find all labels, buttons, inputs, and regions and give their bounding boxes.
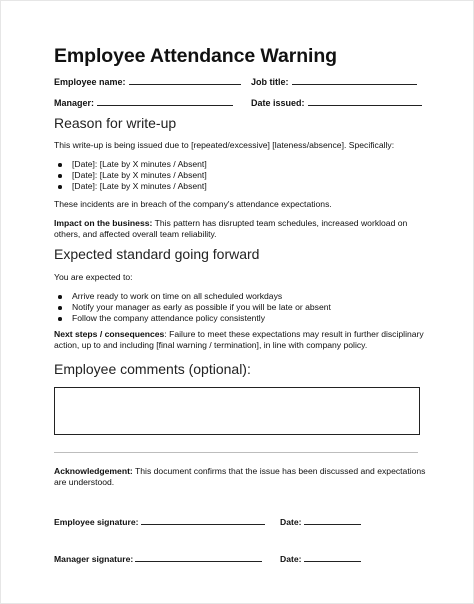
impact-paragraph: [54, 218, 426, 240]
employee-comments-box[interactable]: [54, 387, 420, 435]
acknowledgement-text: This document confirms that the issue has been discussed and expectations are understood.: [54, 466, 426, 487]
impact-label: Impact on the business:: [54, 218, 153, 228]
employee-date-label: Date:: [280, 517, 302, 527]
breach-statement: These incidents are in breach of the company's attendance expectations.: [54, 199, 332, 209]
manager-signature-label: Manager signature:: [54, 554, 134, 564]
date-issued-line[interactable]: [308, 96, 422, 106]
employee-name-field[interactable]: [54, 75, 241, 87]
job-title-field[interactable]: [251, 75, 417, 87]
manager-signature-field[interactable]: [54, 552, 262, 564]
reason-heading: Reason for write-up: [54, 115, 177, 131]
employee-date-field[interactable]: [280, 515, 361, 527]
manager-field[interactable]: [54, 96, 233, 108]
expected-heading: Expected standard going forward: [54, 246, 260, 262]
manager-signature-line[interactable]: [135, 552, 262, 562]
expectation-item: Notify your manager as early as possible if you will be late or absent: [56, 302, 331, 313]
date-issued-label: Date issued:: [251, 98, 305, 108]
next-steps-paragraph: [54, 329, 426, 351]
manager-date-label: Date:: [280, 554, 302, 564]
expected-intro: You are expected to:: [54, 272, 133, 282]
expectation-item: Follow the company attendance policy consistently: [56, 313, 331, 324]
manager-date-line[interactable]: [304, 552, 361, 562]
incident-list: [56, 159, 207, 192]
manager-line[interactable]: [97, 96, 233, 106]
document-title: Employee Attendance Warning: [54, 45, 337, 67]
employee-signature-line[interactable]: [141, 515, 265, 525]
employee-name-label: Employee name:: [54, 77, 126, 87]
job-title-line[interactable]: [292, 75, 417, 85]
job-title-label: Job title:: [251, 77, 289, 87]
employee-name-line[interactable]: [129, 75, 241, 85]
employee-date-line[interactable]: [304, 515, 361, 525]
manager-date-field[interactable]: [280, 552, 361, 564]
reason-intro: This write-up is being issued due to [repeated/excessive] [lateness/absence]. Specifically:: [54, 140, 395, 150]
manager-label: Manager:: [54, 98, 95, 108]
acknowledgement-label: Acknowledgement:: [54, 466, 133, 476]
employee-signature-field[interactable]: [54, 515, 265, 527]
expectation-list: [56, 291, 331, 324]
impact-text: This pattern has disrupted team schedules, increased workload on others, and affected overall team reliability.: [54, 218, 408, 239]
expectation-item: Arrive ready to work on time on all scheduled workdays: [56, 291, 331, 302]
incident-item: [Date]: [Late by X minutes / Absent]: [56, 170, 207, 181]
next-steps-label: Next steps / consequences: [54, 329, 165, 339]
next-steps-text: : Failure to meet these expectations may result in further disciplinary action, up to and including [final warning / termination], in line with company policy.: [54, 329, 424, 350]
date-issued-field[interactable]: [251, 96, 422, 108]
employee-signature-label: Employee signature:: [54, 517, 139, 527]
incident-item: [Date]: [Late by X minutes / Absent]: [56, 159, 207, 170]
incident-item: [Date]: [Late by X minutes / Absent]: [56, 181, 207, 192]
comments-heading: Employee comments (optional):: [54, 361, 251, 377]
section-divider: [54, 452, 418, 453]
acknowledgement-paragraph: [54, 466, 426, 488]
